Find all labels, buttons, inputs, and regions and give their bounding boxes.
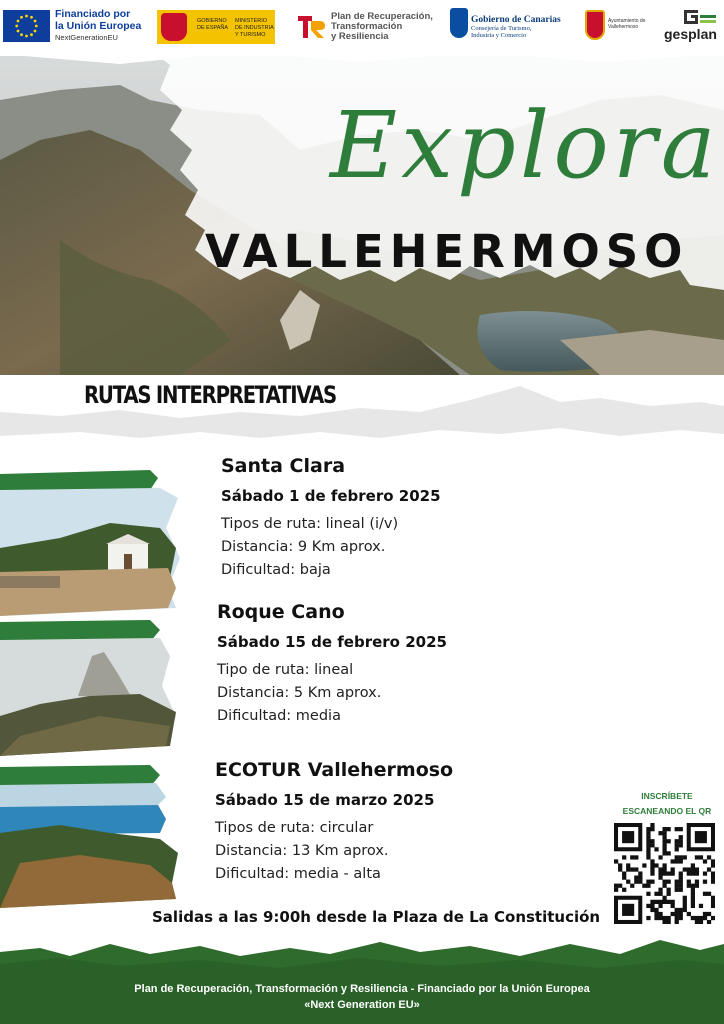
- route-type: Tipo de ruta: lineal: [217, 662, 354, 678]
- qr-label-line2: ESCANEANDO EL QR: [622, 806, 712, 816]
- logo-bar: [0, 0, 724, 56]
- prtr-line3: y Resiliencia: [331, 31, 389, 42]
- route-photo-ecotur: [0, 763, 182, 908]
- registration-qr-code[interactable]: [614, 823, 715, 924]
- prtr-line2: Transformación: [331, 21, 403, 32]
- route-card-ecotur: [215, 759, 453, 886]
- footer-line1: Plan de Recuperación, Transformación y Resiliencia - Financiado por la Unión Europea: [134, 983, 590, 995]
- prtr-line1: Plan de Recuperación,: [331, 11, 433, 22]
- canarias-line2: Consejería de Turismo,: [471, 25, 532, 32]
- ministerio-line1: MINISTERIO: [235, 18, 268, 24]
- prtr-logo-icon: [298, 14, 326, 40]
- route-photo-santa-clara: [0, 468, 182, 618]
- ministerio-line2: DE INDUSTRIA: [235, 25, 274, 31]
- eu-text-line1: Financiado por: [55, 8, 131, 20]
- route-date: Sábado 15 de marzo 2025: [215, 791, 435, 809]
- route-name: Roque Cano: [217, 601, 345, 623]
- hero-script-title: Explora: [330, 92, 720, 199]
- ayuntamiento-logo-text: [608, 18, 645, 30]
- section-title: RUTAS INTERPRETATIVAS: [84, 381, 336, 409]
- route-date: Sábado 15 de febrero 2025: [217, 633, 447, 651]
- canarias-line3: Industria y Comercio: [471, 32, 527, 39]
- eu-funding-text: [55, 8, 141, 43]
- route-distance: Distancia: 9 Km aprox.: [221, 539, 386, 555]
- hero-banner: [0, 40, 724, 375]
- ministerio-line3: Y TURISMO: [235, 32, 266, 38]
- eu-text-line2: la Unión Europea: [55, 20, 142, 32]
- route-distance: Distancia: 5 Km aprox.: [217, 685, 382, 701]
- ayuntamiento-line1: Ayuntamiento de: [608, 18, 646, 24]
- qr-code-icon: [614, 823, 715, 924]
- route-type: Tipos de ruta: lineal (i/v): [221, 516, 399, 532]
- gobierno-espana-logo: [157, 10, 275, 44]
- gobierno-line1: GOBIERNO: [197, 18, 227, 24]
- gesplan-logo-icon: [682, 8, 716, 26]
- route-name: Santa Clara: [221, 455, 346, 477]
- ayuntamiento-crest-icon: [585, 10, 605, 40]
- route-difficulty: Dificultad: media - alta: [215, 866, 381, 882]
- route-name: ECOTUR Vallehermoso: [215, 759, 454, 781]
- footer-text: [0, 981, 724, 1013]
- eu-text-line3: NextGenerationEU: [55, 33, 118, 42]
- gobierno-line2: DE ESPAÑA: [197, 25, 229, 31]
- route-difficulty: Dificultad: baja: [221, 562, 331, 578]
- route-type: Tipos de ruta: circular: [215, 820, 374, 836]
- prtr-logo-text: [331, 12, 433, 42]
- qr-label: [612, 789, 722, 819]
- eu-flag-logo: [3, 10, 50, 42]
- route-card-roque-cano: [217, 601, 447, 728]
- hero-main-title: VALLEHERMOSO: [205, 225, 689, 278]
- spain-crest-icon: [161, 13, 187, 41]
- ayuntamiento-line2: Vallehermoso: [608, 24, 639, 30]
- route-distance: Distancia: 13 Km aprox.: [215, 843, 389, 859]
- route-date: Sábado 1 de febrero 2025: [221, 487, 441, 505]
- canarias-line1: Gobierno de Canarias: [471, 15, 561, 25]
- canarias-logo-text: [471, 15, 561, 39]
- gesplan-logo-text: gesplan: [664, 26, 717, 42]
- qr-label-line1: INSCRÍBETE: [641, 791, 693, 801]
- landscape-photo: [0, 40, 724, 375]
- route-difficulty: Dificultad: media: [217, 708, 341, 724]
- departure-info: Salidas a las 9:00h desde la Plaza de La Constitución: [152, 908, 601, 926]
- route-card-santa-clara: [221, 455, 441, 582]
- canarias-crest-icon: [450, 8, 468, 38]
- route-photo-roque-cano: [0, 616, 182, 761]
- footer-line2: «Next Generation EU»: [304, 999, 420, 1011]
